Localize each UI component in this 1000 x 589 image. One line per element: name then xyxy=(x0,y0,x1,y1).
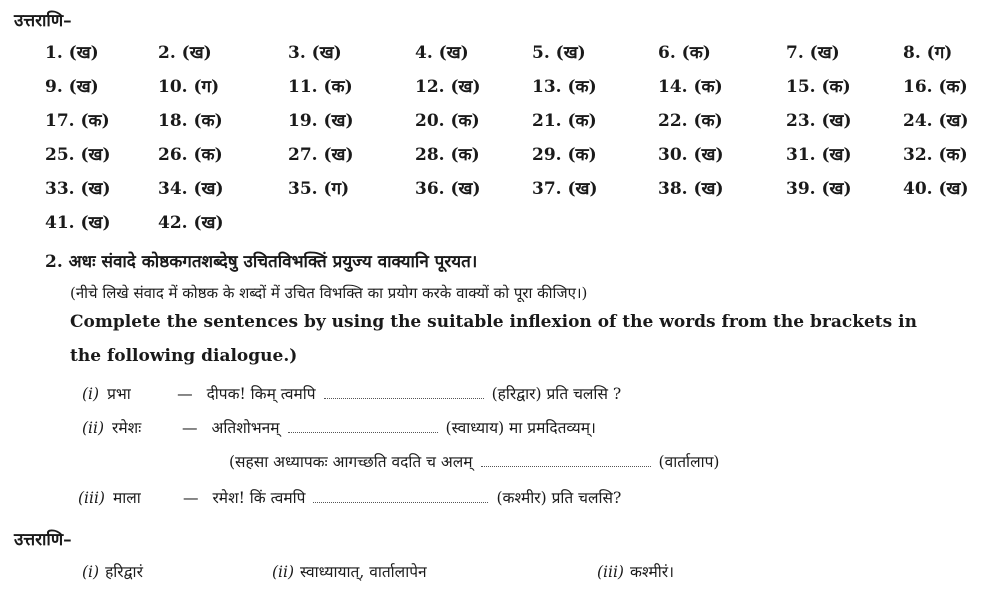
answer-item: 32. (क) xyxy=(903,144,968,165)
english-instruction-line-1: Complete the sentences by using the suitable inflexion of the words from the brackets in xyxy=(70,312,917,332)
answer-item: 9. (ख) xyxy=(45,76,99,97)
blank-line xyxy=(313,492,488,503)
answer-item: 25. (ख) xyxy=(45,144,111,165)
answer-row xyxy=(45,136,995,170)
answer-item: 19. (ख) xyxy=(288,110,354,131)
answer-item: 13. (क) xyxy=(532,76,597,97)
answer-row xyxy=(45,204,995,238)
answer-item: 20. (क) xyxy=(415,110,480,131)
answer-row xyxy=(45,170,995,204)
dialogue-line xyxy=(82,382,621,404)
answer-item: 31. (ख) xyxy=(786,144,852,165)
answer-item: 37. (ख) xyxy=(532,178,598,199)
dialogue-speaker: रमेशः xyxy=(112,419,142,437)
dialogue-bracket: (स्वाध्याय) मा प्रमदितव्यम्। xyxy=(445,419,596,437)
answer-item: 1. (ख) xyxy=(45,42,99,63)
answer-item: 11. (क) xyxy=(288,76,353,97)
question-2-title: 2. अधः संवादे कोष्ठकगतशब्देषु उचितविभक्तिं प्रयुज्य वाक्यानि पूरयत। xyxy=(45,252,478,272)
answer-item: 10. (ग) xyxy=(158,76,220,97)
answer-item: 16. (क) xyxy=(903,76,968,97)
answer-item: 3. (ख) xyxy=(288,42,342,63)
answer-item: 23. (ख) xyxy=(786,110,852,131)
final-answer-text: कश्मीरं। xyxy=(629,563,674,581)
dialogue-dash: — xyxy=(182,489,199,507)
dialogue-number: (ii) xyxy=(82,419,105,437)
dialogue-dash: — xyxy=(177,385,193,403)
answer-item: 27. (ख) xyxy=(288,144,354,165)
answer-row xyxy=(45,102,995,136)
blank-line xyxy=(481,456,651,467)
final-answer xyxy=(272,560,427,582)
answer-item: 36. (ख) xyxy=(415,178,481,199)
answer-item: 35. (ग) xyxy=(288,178,350,199)
answer-item: 30. (ख) xyxy=(658,144,724,165)
blank-line xyxy=(324,388,484,399)
answer-item: 18. (क) xyxy=(158,110,223,131)
answer-item: 29. (क) xyxy=(532,144,597,165)
final-answer xyxy=(597,560,674,582)
dialogue-number: (i) xyxy=(82,385,100,403)
answer-item: 7. (ख) xyxy=(786,42,840,63)
dialogue-bracket: (हरिद्वार) प्रति चलसि ? xyxy=(491,385,622,403)
dialogue-text: (सहसा अध्यापकः आगच्छति वदति च अलम् xyxy=(229,453,473,471)
answer-item: 42. (ख) xyxy=(158,212,224,233)
answer-grid xyxy=(45,34,995,238)
answer-row xyxy=(45,34,995,68)
dialogue-line xyxy=(78,486,621,508)
dialogue-speaker: माला xyxy=(112,489,141,507)
dialogue-bracket: (कश्मीर) प्रति चलसि? xyxy=(496,489,622,507)
answers-heading: उत्तराणि– xyxy=(14,11,72,31)
final-answer-text: स्वाध्यायात्, वार्तालापेन xyxy=(300,563,427,581)
dialogue-line xyxy=(82,416,596,438)
dialogue-text: दीपक! किम् त्वमपि xyxy=(206,385,316,403)
answer-item: 28. (क) xyxy=(415,144,480,165)
answer-item: 12. (ख) xyxy=(415,76,481,97)
dialogue-text: अतिशोभनम् xyxy=(211,419,280,437)
english-instruction-line-2: the following dialogue.) xyxy=(70,346,298,366)
hindi-instruction: (नीचे लिखे संवाद में कोष्ठक के शब्दों में उचित विभक्ति का प्रयोग करके वाक्यों को पूरा कीजिए।) xyxy=(70,284,588,302)
dialogue-speaker: प्रभा xyxy=(107,385,131,403)
dialogue-line xyxy=(229,450,719,472)
final-answer-number: (ii) xyxy=(272,563,295,581)
answer-item: 8. (ग) xyxy=(903,42,953,63)
final-answer-number: (iii) xyxy=(597,563,624,581)
final-answer xyxy=(82,560,143,582)
answer-item: 17. (क) xyxy=(45,110,110,131)
dialogue-dash: — xyxy=(182,419,198,437)
answer-item: 21. (क) xyxy=(532,110,597,131)
answer-item: 14. (क) xyxy=(658,76,723,97)
dialogue-bracket: (वार्तालाप) xyxy=(658,453,720,471)
answer-item: 2. (ख) xyxy=(158,42,212,63)
answer-item: 4. (ख) xyxy=(415,42,469,63)
answer-item: 39. (ख) xyxy=(786,178,852,199)
answer-item: 38. (ख) xyxy=(658,178,724,199)
answer-item: 40. (ख) xyxy=(903,178,969,199)
answers-heading-2: उत्तराणि– xyxy=(14,530,72,550)
answer-item: 26. (क) xyxy=(158,144,223,165)
answer-row xyxy=(45,68,995,102)
answer-item: 33. (ख) xyxy=(45,178,111,199)
answer-item: 22. (क) xyxy=(658,110,723,131)
final-answer-text: हरिद्वारं xyxy=(105,563,143,581)
final-answer-number: (i) xyxy=(82,563,100,581)
answer-item: 34. (ख) xyxy=(158,178,224,199)
answer-item: 24. (ख) xyxy=(903,110,969,131)
dialogue-number: (iii) xyxy=(78,489,105,507)
answer-item: 6. (क) xyxy=(658,42,711,63)
blank-line xyxy=(288,422,438,433)
dialogue-text: रमेश! किं त्वमपि xyxy=(212,489,306,507)
answer-item: 41. (ख) xyxy=(45,212,111,233)
answer-item: 5. (ख) xyxy=(532,42,586,63)
answer-item: 15. (क) xyxy=(786,76,851,97)
